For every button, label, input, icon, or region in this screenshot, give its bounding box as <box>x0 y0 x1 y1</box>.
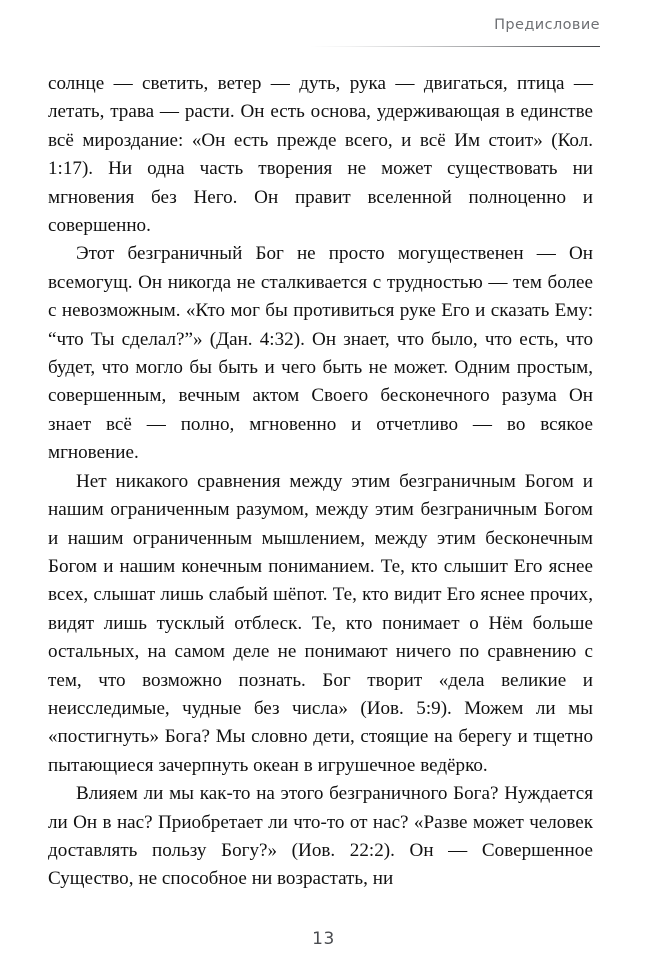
running-head <box>48 18 600 48</box>
paragraph: Этот безграничный Бог не просто могущественен — Он всемогущ. Он никогда не сталкивается с трудностью — тем более с невозможным. «Кто мог бы противиться руке Его и сказать Ему: “что Ты сделал?”» (Дан. 4:32). Он знает, что было, что есть, что будет, что могло бы быть и чего быть не может. Одним простым, совершенным, вечным актом Своего бесконечного разума Он знает всё — полно, мгновенно и отчетливо — во всякое мгновение. <box>48 243 593 464</box>
running-head-title: Предисловие <box>494 17 600 33</box>
paragraph: Нет никакого сравнения между этим безграничным Богом и нашим ограниченным разумом, между этим безграничным Богом и нашим ограниченным мышлением, между этим бесконечным Богом и нашим конечным пониманием. Те, кто слышит Его яснее всех, слышат лишь слабый шёпот. Те, кто видит Его яснее прочих, видят лишь тусклый отблеск. Те, кто понимает о Нём больше остальных, на самом деле не понимают ничего по сравнению с тем, что возможно познать. Бог творит «дела великие и неисследимые, чудные без числа» (Иов. 5:9). Можем ли мы «постигнуть» Бога? Мы словно дети, стоящие на берегу и тщетно пытающиеся зачерпнуть океан в игрушечное ведёрко. <box>48 470 593 776</box>
paragraph: Влияем ли мы как-то на этого безграничного Бога? Нуждается ли Он в нас? Приобретает ли что-то от нас? «Разве может человек доставлять пользу Богу?» (Иов. 22:2). Он — Совершенное Существо, не способное ни возрастать, ни <box>48 783 593 890</box>
page-number: 13 <box>312 929 335 949</box>
running-head-rule <box>310 46 600 47</box>
body-text-block <box>48 70 593 894</box>
paragraph: солнце — светить, ветер — дуть, рука — двигаться, птица — летать, трава — расти. Он есть основа, удерживающая в единстве всё мироздание: «Он есть прежде всего, и всё Им стоит» (Кол. 1:17). Ни одна часть творения не может существовать ни мгновения без Него. Он правит вселенной полноценно и совершенно. <box>48 73 593 237</box>
